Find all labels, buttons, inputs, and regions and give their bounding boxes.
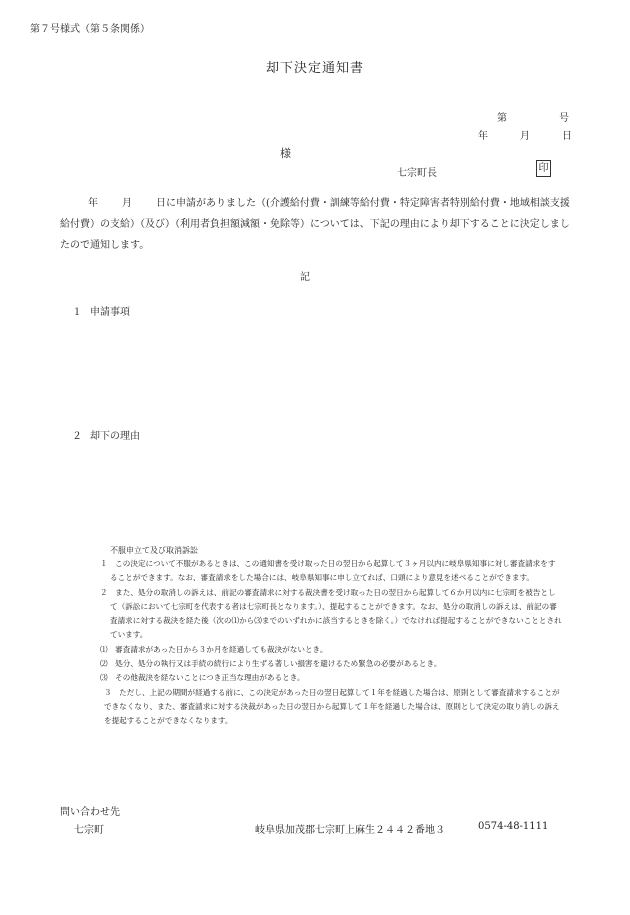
date-year-label: 年 — [478, 131, 488, 142]
body-month-label: 月 — [122, 198, 132, 209]
appeal-paragraph-3: ３ ただし、上記の期間が経過する前に、この決定があった日の翌日起算して１年を経過した場合は、原則として審査請求することができなくなり、また、審査請求に対する決裁があった日の翌日から起算して１年を経過した場合は、原則として決定の取り消しの訴えを提起することができなくなります。 — [104, 687, 560, 726]
contact-phone: 0574-48-1111 — [478, 821, 549, 832]
appeal-item-1: ⑴ 審査請求があった日から３か月を経過しても裁決がないとき。 — [100, 644, 328, 654]
contact-label: 問い合わせ先 — [60, 807, 120, 818]
notice-body — [60, 193, 570, 256]
section2-label: 却下の理由 — [90, 431, 140, 442]
issue-date-line — [478, 127, 572, 142]
section-application-items — [72, 303, 130, 318]
number-go-label: 号 — [559, 113, 569, 124]
seal-box: 印 — [536, 160, 551, 177]
appeal-title: 不服申立て及び取消訴訟 — [110, 546, 198, 555]
contact-town: 七宗町 — [74, 825, 104, 836]
issuer-mayor: 七宗町長 — [397, 168, 437, 179]
document-number-line — [497, 109, 569, 124]
appeal-item-3: ⑶ その他裁決を経ないことにつき正当な理由があるとき。 — [100, 673, 305, 683]
section-rejection-reason — [72, 427, 140, 442]
date-day-label: 日 — [562, 131, 572, 142]
body-year-label: 年 — [88, 198, 98, 209]
date-month-label: 月 — [520, 131, 530, 142]
appeal-notice — [100, 557, 562, 729]
form-number: 第７号様式（第５条関係） — [30, 24, 150, 35]
appeal-item-2: ⑵ 処分、処分の執行又は手続の続行により生ずる著しい損害を避けるため緊急の必要があるとき。 — [100, 659, 442, 669]
ki-heading: 記 — [300, 272, 310, 283]
contact-address: 岐阜県加茂郡七宗町上麻生２４４２番地３ — [255, 825, 445, 836]
appeal-paragraph-1: １ この決定について不服があるときは、この通知書を受け取った日の翌日から起算して３ヶ月以内に岐阜県知事に対し審査請求をすることができます。なお、審査請求をした場合には、岐阜県知事に申し立てれば、口頭により意見を述べることができます。 — [100, 559, 556, 583]
number-dai-label: 第 — [497, 113, 507, 124]
appeal-paragraph-2: ２ また、処分の取消しの訴えは、前記の審査請求に対する裁決書を受け取った日の翌日から起算して６か月以内に七宗町を被告として（訴訟において七宗町を代表する者は七宗町長となります。）、提起することができます。なお、処分の取消しの訴えは、前記の審査請求に対する裁決を経た後（次の⑴から⑶までのいずれかに該当するときを除く。）でなければ提起することができないこととされています。 — [100, 587, 562, 640]
section2-number: ２ — [72, 431, 82, 442]
document-title: 却下決定通知書 — [265, 61, 364, 76]
section1-label: 申請事項 — [90, 307, 130, 318]
section1-number: １ — [72, 307, 82, 318]
addressee-honorific: 様 — [280, 147, 291, 160]
body-text: 日に申請がありました（(介護給付費・訓練等給付費・特定障害者特別給付費・地域相談支援給付費）の支給）（及び）（利用者負担額減額・免除等）については、下記の理由により却下することに決定しましたので通知します。 — [60, 198, 570, 251]
